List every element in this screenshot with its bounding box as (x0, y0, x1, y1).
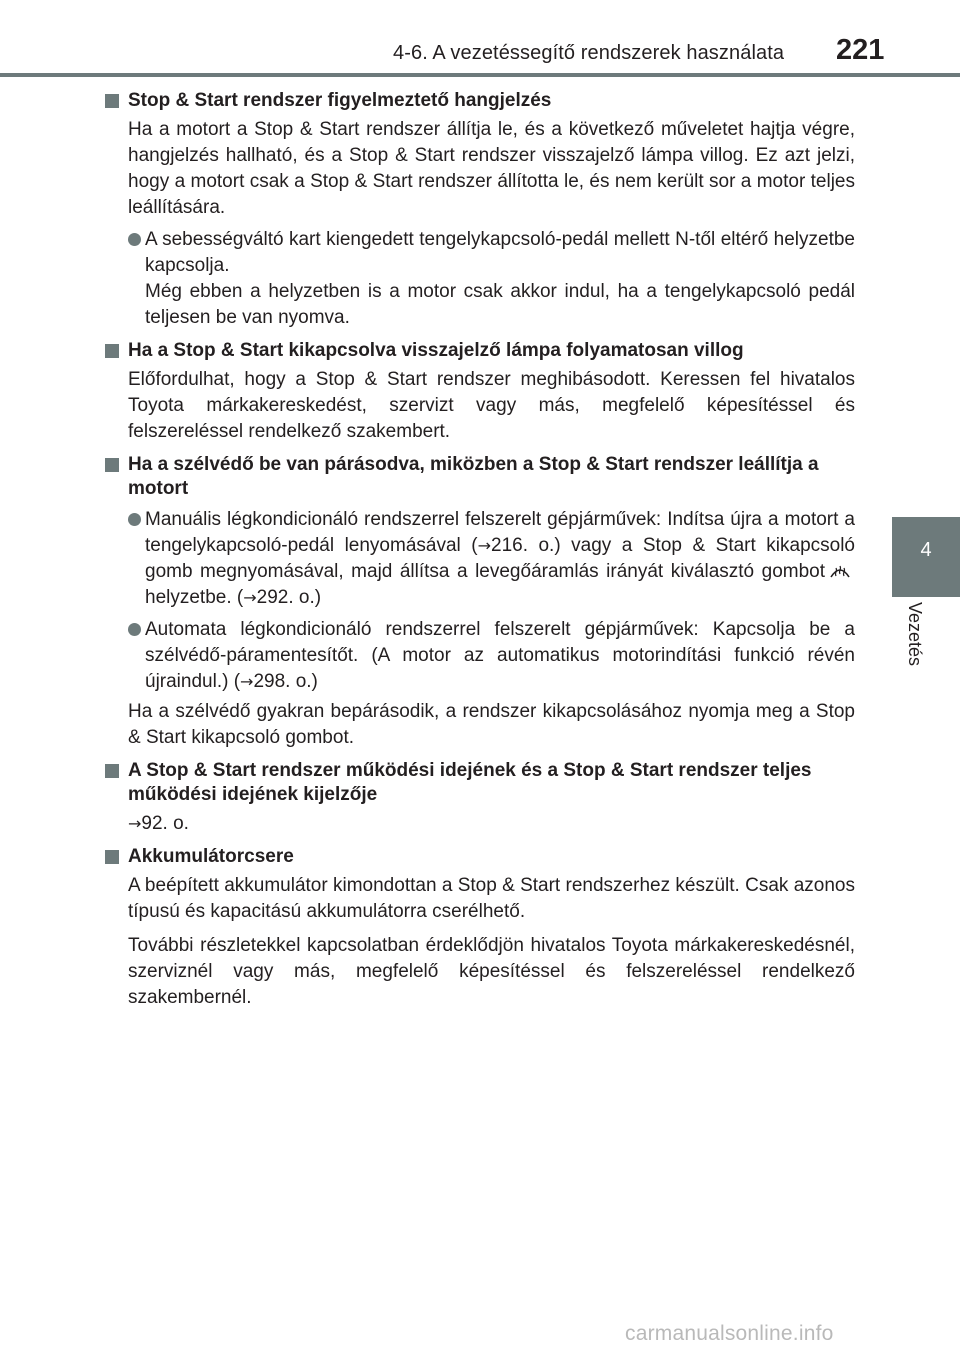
bullet-item: A sebességváltó kart kiengedett tengelykapcsoló-pedál mellett N-től eltérő helyzetbe kapcsolja. Még ebben a helyzetben is a motor csak akkor indul, ha a tengelykapcsoló pedál teljesen be van nyomva. (105, 227, 855, 331)
section-heading: Stop & Start rendszer figyelmeztető hangjelzés (105, 89, 855, 113)
header-divider (0, 73, 960, 77)
body-paragraph: Előfordulhat, hogy a Stop & Start rendszer meghibásodott. Keressen fel hivatalos Toyota márkakereskedést, szervizt vagy más, megfelelő képesítéssel és felszereléssel rendelkező szakembert. (128, 369, 855, 442)
circle-bullet-icon (128, 233, 141, 246)
chapter-label: Vezetés (905, 602, 925, 667)
arrow-icon: → (128, 814, 142, 833)
section-battery-replacement (105, 845, 855, 1011)
windshield-defrost-icon (829, 561, 851, 579)
square-bullet-icon (105, 94, 119, 108)
arrow-icon: → (240, 672, 254, 691)
section-heading: Ha a szélvédő be van párásodva, miközben a Stop & Start rendszer leállítja a motort (105, 453, 855, 501)
page-number: 221 (836, 34, 885, 66)
chapter-tab (892, 517, 960, 597)
arrow-icon: → (477, 536, 491, 555)
chapter-band (892, 597, 960, 1352)
bullet-item: Automata légkondicionáló rendszerrel felszerelt gépjárművek: Kapcsolja be a szélvédő-páramentesítőt. (A motor az automatikus motorindítási funkció révén újraindul.) (→298. o.) (105, 617, 855, 695)
chapter-number: 4 (920, 539, 932, 561)
bullet-item: Manuális légkondicionáló rendszerrel felszerelt gépjárművek: Indítsa újra a motort a tengelykapcsoló-pedál lenyomásával (→216. o.) vagy a Stop & Start kikapcsoló gomb megnyomásával, majd állítsa a levegőáramlás irányát kiválasztó gombothelyzetbe. (→292. o.) (105, 507, 855, 611)
section-operating-time-display (105, 759, 855, 837)
square-bullet-icon (105, 850, 119, 864)
circle-bullet-icon (128, 623, 141, 636)
square-bullet-icon (105, 344, 119, 358)
section-heading: A Stop & Start rendszer működési idejének és a Stop & Start rendszer teljes működési idejének kijelzője (105, 759, 855, 807)
arrow-icon: → (243, 588, 257, 607)
section-warning-buzzer (105, 89, 855, 331)
page-reference: →92. o. (128, 813, 189, 834)
page-content (105, 89, 855, 1011)
section-heading: Ha a Stop & Start kikapcsolva visszajelző lámpa folyamatosan villog (105, 339, 855, 363)
section-indicator-flashing (105, 339, 855, 445)
running-header: 4-6. A vezetéssegítő rendszerek használata (393, 42, 785, 64)
body-paragraph: A beépített akkumulátor kimondottan a Stop & Start rendszerhez készült. Csak azonos típusú és kapacitású akkumulátorra cserélhető. (128, 875, 855, 922)
circle-bullet-icon (128, 513, 141, 526)
body-paragraph: Ha a motort a Stop & Start rendszer állítja le, és a következő műveletet hajtja végre, hangjelzés hallható, és a Stop & Start rendszer visszajelző lámpa villog. Ez azt jelzi, hogy a motort csak a Stop & Start rendszer állította le, és nem került sor a motor teljes leállítására. (128, 119, 855, 218)
section-heading: Akkumulátorcsere (105, 845, 855, 869)
body-paragraph: Ha a szélvédő gyakran bepárásodik, a rendszer kikapcsolásához nyomja meg a Stop & Start kikapcsoló gombot. (128, 701, 855, 748)
section-windshield-fogged (105, 453, 855, 751)
square-bullet-icon (105, 458, 119, 472)
square-bullet-icon (105, 764, 119, 778)
watermark: carmanualsonline.info (625, 1322, 834, 1345)
body-paragraph: További részletekkel kapcsolatban érdeklődjön hivatalos Toyota márkakereskedésnél, szerviznél vagy más, megfelelő képesítéssel és felszereléssel rendelkező szakembernél. (128, 935, 855, 1008)
